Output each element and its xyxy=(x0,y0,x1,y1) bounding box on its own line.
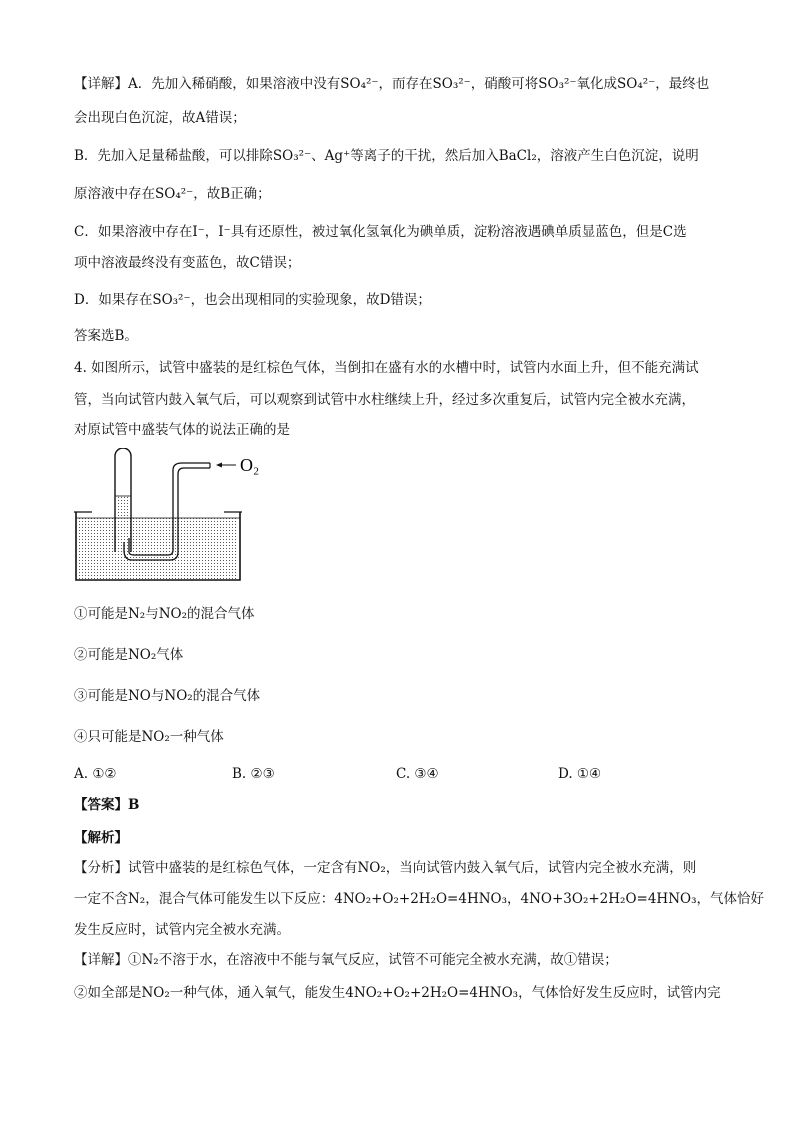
paragraph-line: C．如果溶液中存在I⁻，I⁻具有还原性，被过氧化氢氧化为碘单质，淀粉溶液遇碘单质显蓝色，但是C选 xyxy=(74,224,687,240)
statement-4: ④只可能是NO₂一种气体 xyxy=(74,729,224,745)
statement-2: ②可能是NO₂气体 xyxy=(74,647,184,663)
test-tube xyxy=(115,448,131,552)
paragraph-line: 原溶液中存在SO₄²⁻，故B正确； xyxy=(74,186,271,202)
question-line: 管，当向试管内鼓入氧气后，可以观察到试管中水柱继续上升，经过多次重复后，试管内完全被水充满， xyxy=(74,392,695,408)
statement-3: ③可能是NO与NO₂的混合气体 xyxy=(74,688,261,704)
question-line: 4. 如图所示，试管中盛装的是红棕色气体，当倒扣在盛有水的水槽中时，试管内水面上升，但不能充满试 xyxy=(74,360,699,376)
analysis-line: 【详解】①N₂不溶于水，在溶液中不能与氧气反应，试管不可能完全被水充满，故①错误； xyxy=(74,952,618,968)
trough-water xyxy=(78,518,238,580)
paragraph-line: B．先加入足量稀盐酸，可以排除SO₃²⁻、Ag⁺等离子的干扰，然后加入BaCl₂，溶液产生白色沉淀，说明 xyxy=(74,148,699,164)
choice-c: C. ③④ xyxy=(396,766,439,782)
paragraph-line: 会出现白色沉淀，故A错误； xyxy=(74,110,246,126)
choice-b: B. ②③ xyxy=(232,766,275,782)
oxygen-label: O₂ xyxy=(240,455,260,475)
analysis-heading: 【解析】 xyxy=(74,830,128,846)
question-line: 对原试管中盛装气体的说法正确的是 xyxy=(74,422,290,438)
paragraph-line: 答案选B。 xyxy=(74,328,138,344)
choice-d: D. ①④ xyxy=(558,766,602,782)
analysis-line: 【分析】试管中盛装的是红棕色气体，一定含有NO₂，当向试管内鼓入氧气后，试管内完全被水充满，则 xyxy=(74,860,697,876)
paragraph-line: 项中溶液最终没有变蓝色，故C错误； xyxy=(74,255,301,271)
paragraph-line: 【详解】A．先加入稀硝酸，如果溶液中没有SO₄²⁻，而存在SO₃²⁻，硝酸可将SO₃²⁻氧化成SO₄²⁻，最终也 xyxy=(74,76,710,92)
paragraph-line: D．如果存在SO₃²⁻，也会出现相同的实验现象，故D错误； xyxy=(74,292,431,308)
answer-line: 【答案】B xyxy=(74,797,140,813)
analysis-line: ②如全部是NO₂一种气体，通入氧气，能发生4NO₂+O₂+2H₂O=4HNO₃，气体恰好发生反应时，试管内完 xyxy=(74,985,721,1001)
choice-a: A. ①② xyxy=(74,766,117,782)
test-tube-diagram xyxy=(72,448,272,584)
analysis-line: 发生反应时，试管内完全被水充满。 xyxy=(74,922,290,938)
statement-1: ①可能是N₂与NO₂的混合气体 xyxy=(74,606,255,622)
analysis-line: 一定不含N₂，混合气体可能发生以下反应：4NO₂+O₂+2H₂O=4HNO₃，4NO+3O₂+2H₂O=4HNO₃，气体恰好 xyxy=(74,891,764,907)
